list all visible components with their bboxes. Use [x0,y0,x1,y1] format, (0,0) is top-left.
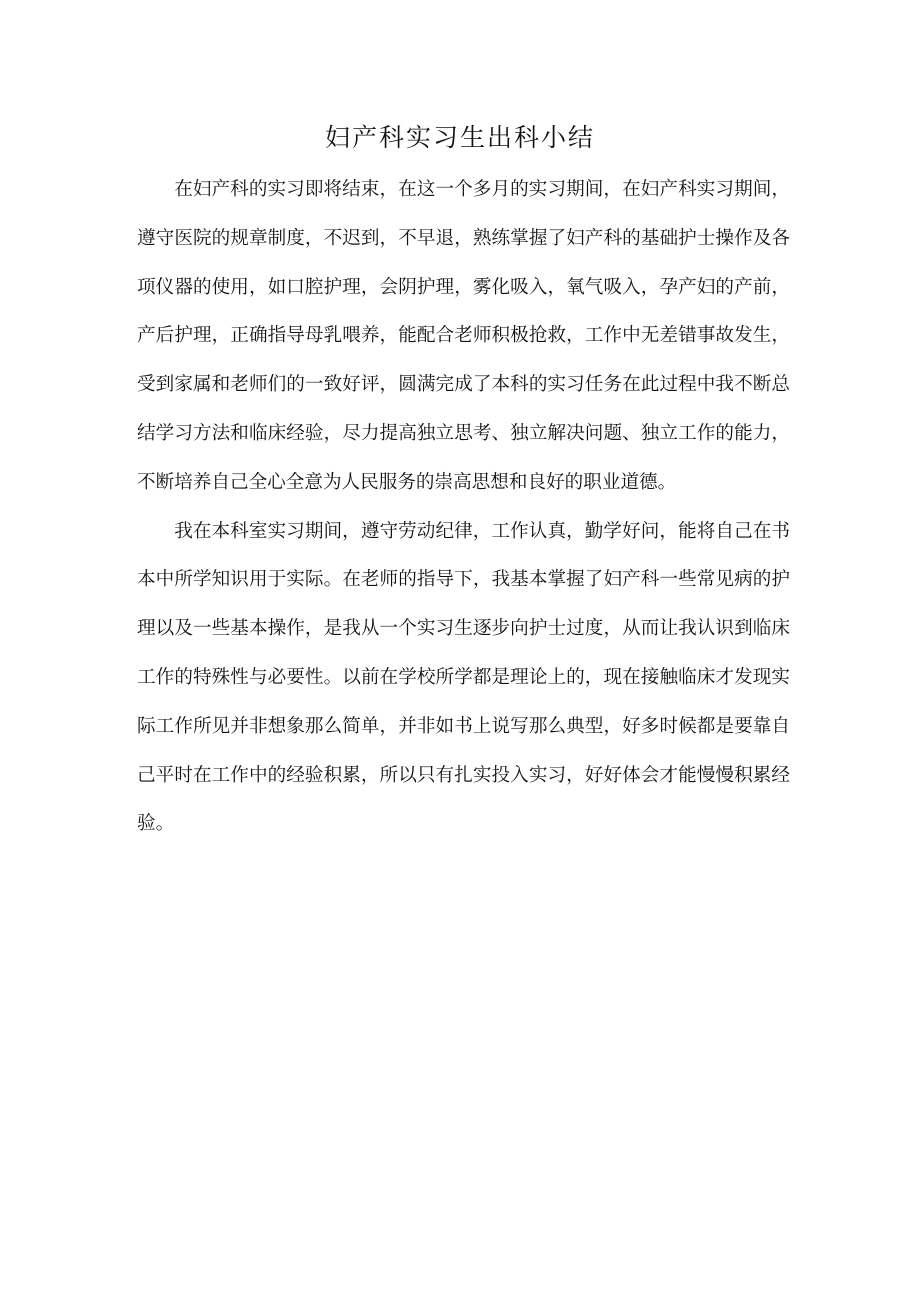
document-body [137,166,790,849]
paragraph-2: 我在本科室实习期间，遵守劳动纪律，工作认真，勤学好问，能将自己在书本中所学知识用于实际。在老师的指导下，我基本掌握了妇产科一些常见病的护理以及一些基本操作，是我从一个实习生逐步向护士过度，从而让我认识到临床工作的特殊性与必要性。以前在学校所学都是理论上的，现在接触临床才发现实际工作所见并非想象那么简单，并非如书上说写那么典型，好多时候都是要靠自己平时在工作中的经验积累，所以只有扎实投入实习，好好体会才能慢慢积累经验。 [137,520,790,835]
document-title: 妇产科实习生出科小结 [324,123,595,152]
paragraph-1: 在妇产科的实习即将结束，在这一个多月的实习期间，在妇产科实习期间，遵守医院的规章制度，不迟到，不早退，熟练掌握了妇产科的基础护士操作及各项仪器的使用，如口腔护理，会阴护理，雾化吸入，氧气吸入，孕产妇的产前，产后护理，正确指导母乳喂养，能配合老师积极抢救，工作中无差错事故发生，受到家属和老师们的一致好评，圆满完成了本科的实习任务在此过程中我不断总结学习方法和临床经验，尽力提高独立思考、独立解决问题、独立工作的能力，不断培养自己全心全意为人民服务的崇高思想和良好的职业道德。 [137,179,790,493]
